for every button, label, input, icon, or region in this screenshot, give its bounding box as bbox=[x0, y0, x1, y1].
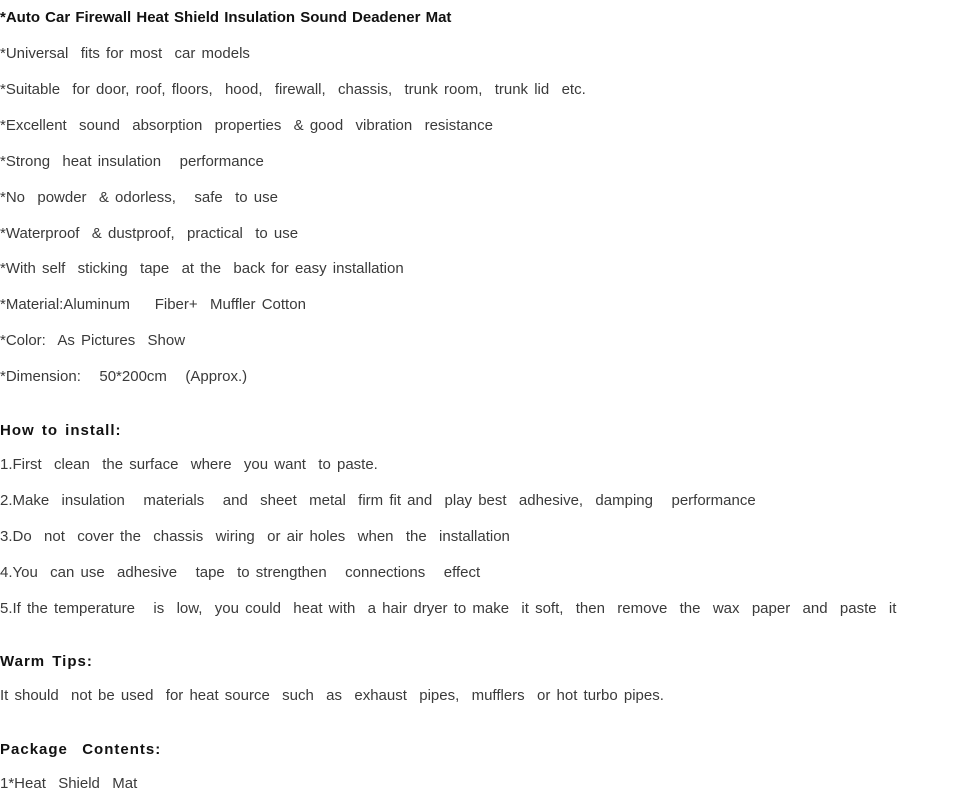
install-step: 5.If the temperature is low, you could heat with a hair dryer to make it soft, then remove the wax paper and paste it bbox=[0, 600, 897, 617]
feature-item: *Strong heat insulation performance bbox=[0, 153, 264, 170]
feature-item: *Universal fits for most car models bbox=[0, 45, 250, 62]
feature-item: *With self sticking tape at the back for easy installation bbox=[0, 260, 404, 277]
feature-item: *Suitable for door, roof, floors, hood, firewall, chassis, trunk room, trunk lid etc. bbox=[0, 81, 586, 98]
feature-item: *Color: As Pictures Show bbox=[0, 332, 186, 349]
feature-item: *Dimension: 50*200cm (Approx.) bbox=[0, 368, 248, 385]
product-title: *Auto Car Firewall Heat Shield Insulation Sound Deadener Mat bbox=[0, 9, 452, 26]
feature-item: *No powder & odorless, safe to use bbox=[0, 189, 278, 206]
install-step: 3.Do not cover the chassis wiring or air holes when the installation bbox=[0, 528, 510, 545]
install-step: 2.Make insulation materials and sheet metal firm fit and play best adhesive, damping performance bbox=[0, 492, 756, 509]
install-heading: How to install: bbox=[0, 422, 122, 439]
feature-item: *Waterproof & dustproof, practical to use bbox=[0, 225, 299, 242]
package-heading: Package Contents: bbox=[0, 741, 162, 758]
tips-heading: Warm Tips: bbox=[0, 653, 93, 670]
install-step: 4.You can use adhesive tape to strengthen connections effect bbox=[0, 564, 481, 581]
feature-item: *Excellent sound absorption properties & good vibration resistance bbox=[0, 117, 493, 134]
package-item: 1*Heat Shield Mat bbox=[0, 775, 138, 792]
feature-item: *Material:Aluminum Fiber+ Muffler Cotton bbox=[0, 296, 306, 313]
install-step: 1.First clean the surface where you want to paste. bbox=[0, 456, 378, 473]
tips-text: It should not be used for heat source such as exhaust pipes, mufflers or hot turbo pipes. bbox=[0, 687, 664, 704]
